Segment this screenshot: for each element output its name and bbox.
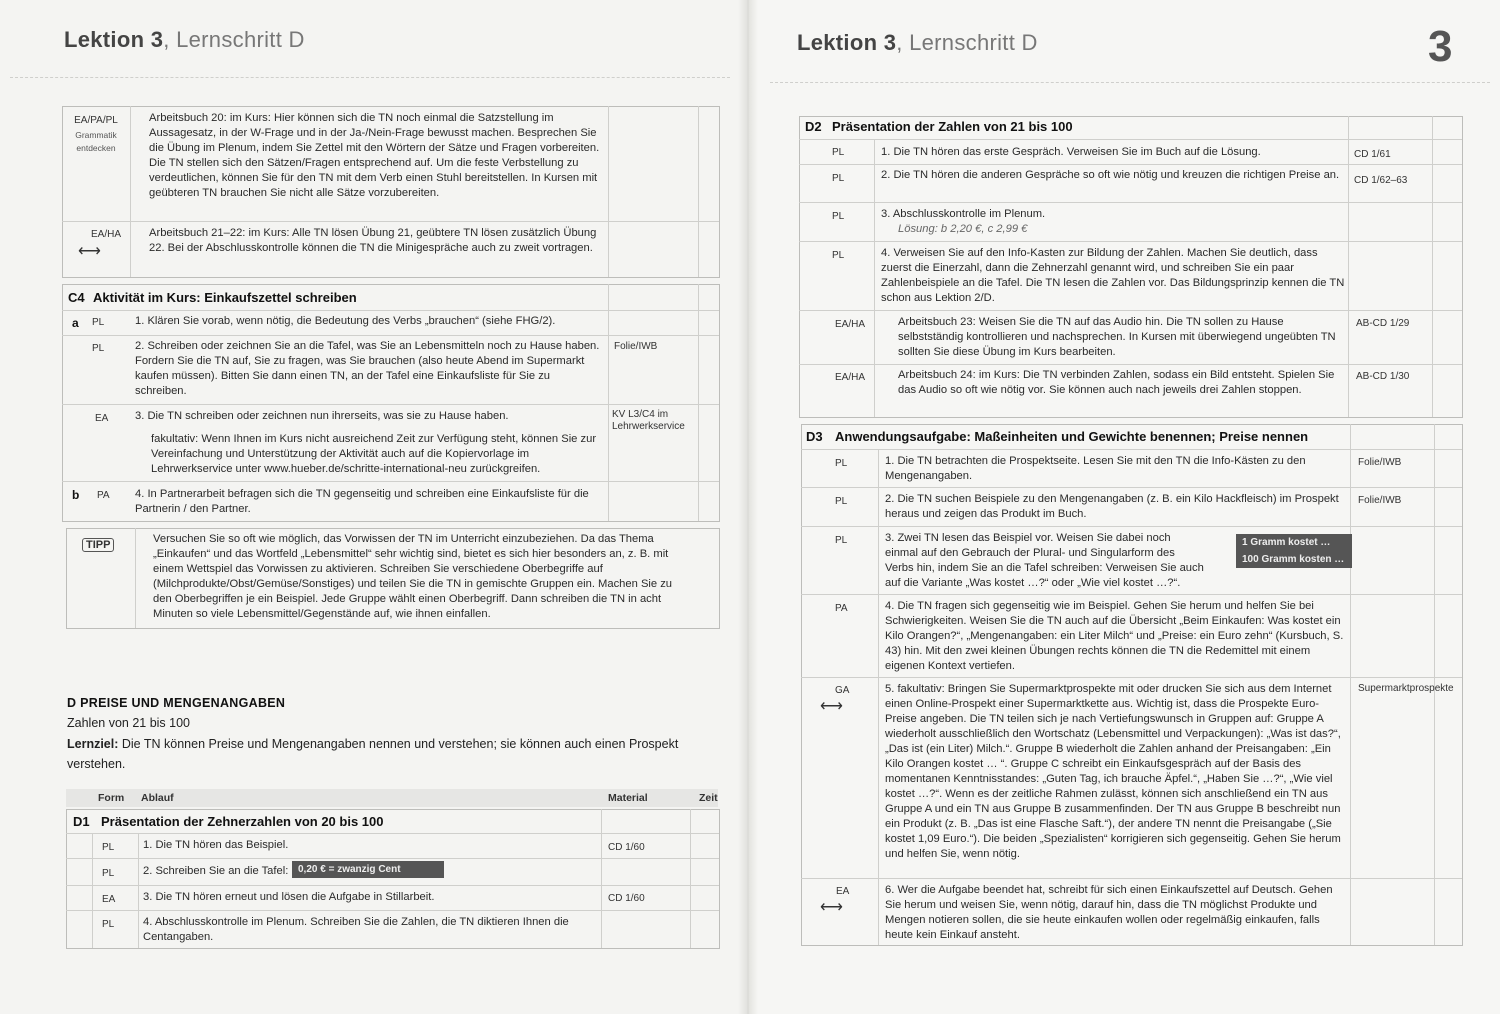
board-example-chip: 1 Gramm kostet … <box>1236 534 1352 551</box>
group-arrow-icon: ⟷ <box>820 698 843 715</box>
form-label: PL <box>835 496 848 507</box>
material-label: Supermarktprospekte <box>1358 683 1454 694</box>
col-flow: Ablauf <box>141 792 174 804</box>
row-text: 5. fakultativ: Bringen Sie Supermarktprospekte mit oder drucken Sie sich aus dem Internet einen Online-Prospekt einer Supermarktkette aus. Wichtig ist, dass die Prospekte Euro-Preise angeben. Die TN teilen sich je nach Vertiefungswunsch in Gruppen auf: Gruppe A wiederholt ausschließlich den Wortschatz (Lebensmittel und Verpackungen): „Was ist das?“, „Das ist (ein Liter) Milch.“. Gruppe B wiederholt die Zahlen anhand der Preisangaben: „Ein Kilo Orangen kostet … “. Gruppe C schreibt ein Einkaufsgespräch auf der Basis des momentanen Kenntnisstandes: „Guten Tag, ich brauche Äpfel.“, „Haben Sie …?“, „Wie viel kostet …?“. Wenn es der zeitliche Rahmen zulässt, können sich anschließend ein TN aus Gruppe A und ein TN aus Gruppe B zusammenfinden. Der TN aus Gruppe B beschreibt nun ein Produkt (z. B. „Das ist eine Flasche Saft.“), der andere TN nennt die Preisangabe („Sie kostet 1,09 Euro.“). Die beiden „Spezialisten“ korrigieren sich gegenseitig. Gehen Sie herum und helfen Sie, wenn nötig. <box>885 683 1341 860</box>
section-title: Anwendungsaufgabe: Maßeinheiten und Gewichte benennen; Preise nennen <box>835 429 1309 444</box>
column-divider <box>92 833 93 948</box>
row-text: Arbeitsbuch 20: im Kurs: Hier können sich die TN noch einmal die Satzstellung im Aussagesatz, in der W-Frage und in der Ja-/Nein-Frage bewusst machen. Besprechen Sie die Übung im Plenum, indem Sie Zettel mit den Wörtern der Sätze und Fragen vorbereiten. Die TN stellen sich den Sätzen/Fragen entsprechend auf. Um die feste Verbstellung zu verdeutlichen, können Sie für den TN mit dem Verb einen Stuhl bereitstellen. In Kursen mit geübteren TN brauchen Sie nicht alle Sätze vorzubereiten. <box>149 112 600 199</box>
form-label: PA <box>835 603 848 614</box>
column-divider <box>608 106 609 277</box>
row-divider <box>801 594 1462 595</box>
material-label: CD 1/61 <box>1354 149 1391 160</box>
optional-note: fakultativ: Wenn Ihnen im Kurs nicht ausreichend Zeit zur Verfügung steht, können Sie zur Vereinfachung und Unterstützung der Aktivität auch auf die Kopiervorlage im Lehrwerkservice unter www.hueber.de/schritte-international-neu zurückgreifen. <box>151 433 597 475</box>
section-heading: D PREISE UND MENGENANGABEN <box>67 696 286 710</box>
form-label: PL <box>92 343 105 354</box>
form-label: PA <box>97 490 110 501</box>
material-label: CD 1/60 <box>608 893 645 904</box>
row-text: 1. Die TN hören das Beispiel. <box>143 839 289 851</box>
step-label: , Lernschritt D <box>896 30 1038 55</box>
board-example-chip: 100 Gramm kosten … <box>1236 551 1352 568</box>
row-text: 3. Abschlusskontrolle im Plenum. <box>881 208 1046 220</box>
material-label: Folie/IWB <box>614 341 658 352</box>
material-label: CD 1/60 <box>608 842 645 853</box>
row-text: 3. Die TN schreiben oder zeichnen nun ihrerseits, was sie zu Hause haben. <box>135 410 509 422</box>
row-divider <box>801 526 1462 527</box>
goal-text: Die TN können Preise und Mengenangaben nennen und verstehen; sie können auch einen Prospekt verstehen. <box>67 737 679 771</box>
material-label: AB-CD 1/29 <box>1356 318 1410 329</box>
form-label: PL <box>102 919 115 930</box>
form-label: EA/PA/PL <box>74 115 118 126</box>
section-id: D3 <box>806 429 823 444</box>
right-page-header <box>797 30 1038 56</box>
header-rule <box>10 77 730 78</box>
row-divider <box>799 241 1462 242</box>
tip-text: Versuchen Sie so oft wie möglich, das Vorwissen der TN im Unterricht einzubeziehen. Da das Thema „Einkaufen“ und das Wortfeld „Lebensmittel“ sehr wichtig sind, bietet es sich hier besonders an, z. B. mit einem Wettspiel das Vorwissen zu aktivieren. Schreiben Sie verschiedene Oberbegriffe auf (Milchprodukte/Obst/Gemüse/Sonstiges) und teilen Sie die TN in gemischte Gruppen ein. Machen Sie zu den Oberbegriffen je ein Beispiel. Jede Gruppe wählt einen Oberbegriff. Dann schreiben die TN in acht Minuten so viele Lebensmittel/Gegenstände auf, wie ihnen einfallen. <box>153 533 673 620</box>
lesson-label: Lektion 3 <box>64 27 164 52</box>
row-divider <box>66 833 719 834</box>
column-divider <box>874 139 875 417</box>
form-label: EA/HA <box>835 319 866 330</box>
row-divider <box>799 364 1462 365</box>
row-text: 1. Die TN hören das erste Gespräch. Verweisen Sie im Buch auf die Lösung. <box>881 146 1261 158</box>
row-text: 3. Die TN hören erneut und lösen die Aufgabe in Stillarbeit. <box>143 891 435 903</box>
row-text: 1. Klären Sie vorab, wenn nötig, die Bedeutung des Verbs „brauchen“ (siehe FHG/2). <box>135 315 556 327</box>
form-label: EA/HA <box>90 229 121 240</box>
section-title: Präsentation der Zehnerzahlen von 20 bis 100 <box>101 814 384 829</box>
book-gutter <box>738 0 758 1014</box>
section-id: C4 <box>68 290 85 305</box>
column-divider <box>878 449 879 945</box>
row-text: Arbeitsbuch 23: Weisen Sie die TN auf das Audio hin. Die TN sollen zu Hause selbstständig kontrollieren und nachsprechen. In Kursen mit überwiegend ungeübten TN sollten Sie diese Übung im Kurs bearbeiten. <box>898 316 1336 358</box>
row-divider <box>62 221 719 222</box>
material-label: Folie/IWB <box>1358 457 1402 468</box>
form-label: GA <box>835 685 850 696</box>
row-divider <box>66 910 719 911</box>
row-text: Arbeitsbuch 24: im Kurs: Die TN verbinden Zahlen, sodass ein Bild entsteht. Spielen Sie das Audio so oft wie nötig vor. Sie können auch nach jeweils drei Zahlen stoppen. <box>898 369 1335 396</box>
section-title: Aktivität im Kurs: Einkaufszettel schreiben <box>93 290 357 305</box>
tip-badge: TIPP <box>82 538 114 552</box>
row-divider <box>799 202 1462 203</box>
step-label: , Lernschritt D <box>163 27 305 52</box>
form-label: EA/HA <box>835 372 866 383</box>
column-divider <box>130 106 131 277</box>
row-divider <box>62 335 719 336</box>
section-id: D2 <box>805 119 822 134</box>
row-divider <box>62 404 719 405</box>
row-text: 2. Die TN hören die anderen Gespräche so oft wie nötig und kreuzen die richtigen Preise an. <box>881 169 1340 181</box>
learning-goal <box>67 734 707 774</box>
column-divider <box>1432 116 1433 417</box>
page-number: 3 <box>1428 22 1453 71</box>
form-sub-label: Grammatik entdecken <box>75 130 117 153</box>
part-label: a <box>72 316 79 330</box>
pair-arrow-icon: ⟷ <box>820 899 843 916</box>
row-text: 2. Schreiben oder zeichnen Sie an die Tafel, was Sie an Lebensmitteln noch zu Hause haben. Fordern Sie die TN auf, Sie zu fragen, was Sie brauchen (also heute Abend im Supermarkt kaufen müssen). Bitten Sie dann einen TN, an der Tafel eine Einkaufsliste für Sie zu schreiben. <box>135 340 600 397</box>
form-label: PL <box>102 868 115 879</box>
form-label: PL <box>832 211 845 222</box>
row-text: 4. Abschlusskontrolle im Plenum. Schreiben Sie die Zahlen, die TN diktieren Ihnen die Centangaben. <box>143 916 569 943</box>
row-text: 2. Die TN suchen Beispiele zu den Mengenangaben (z. B. ein Kilo Hackfleisch) im Prospekt heraus und zeigen das Produkt im Buch. <box>885 493 1339 520</box>
form-label: PL <box>92 317 105 328</box>
form-label: PL <box>835 535 848 546</box>
row-divider <box>799 164 1462 165</box>
column-divider <box>698 106 699 277</box>
goal-label: Lernziel: <box>67 737 119 751</box>
form-label: PL <box>832 147 845 158</box>
material-label: KV L3/C4 im Lehrwerkservice <box>612 409 685 432</box>
row-divider <box>66 885 719 886</box>
row-divider <box>62 481 719 482</box>
lesson-label: Lektion 3 <box>797 30 897 55</box>
row-text: Arbeitsbuch 21–22: im Kurs: Alle TN lösen Übung 21, geübtere TN lösen zusätzlich Übung 22. Bei der Abschlusskontrolle können die TN die Minigespräche auch zu zweit vortragen. <box>149 227 597 254</box>
form-label: EA <box>102 894 116 905</box>
column-divider <box>1348 116 1349 417</box>
board-example-chip: 0,20 € = zwanzig Cent <box>292 861 444 878</box>
row-text-content: 3. Zwei TN lesen das Beispiel vor. Weisen Sie dabei noch einmal auf den Gebrauch der Plural- und Singularform des Verbs hin, indem Sie an die Tafel schreiben: Verweisen Sie auch auf die Variante „Was kostet …?“ oder „Wie viel kostet …?“. <box>885 532 1204 589</box>
column-divider <box>608 284 609 521</box>
column-divider <box>698 284 699 521</box>
row-text: 4. In Partnerarbeit befragen sich die TN gegenseitig und schreiben eine Einkaufsliste für die Partnerin / den Partner. <box>135 488 589 515</box>
form-label: PL <box>102 842 115 853</box>
row-divider <box>801 677 1462 678</box>
column-divider <box>690 809 691 948</box>
col-time: Zeit <box>699 792 718 804</box>
column-divider <box>1350 424 1351 945</box>
row-text: 1. Die TN betrachten die Prospektseite. Lesen Sie mit den TN die Info-Kästen zu den Mengenangaben. <box>885 455 1306 482</box>
section-subtitle: Zahlen von 21 bis 100 <box>67 716 191 730</box>
header-rule <box>770 82 1490 83</box>
pair-arrow-icon: ⟷ <box>78 243 101 260</box>
section-title: Präsentation der Zahlen von 21 bis 100 <box>832 119 1073 134</box>
row-text: 4. Verweisen Sie auf den Info-Kasten zur Bildung der Zahlen. Machen Sie deutlich, dass zuerst die Einerzahl, dann die Zehnerzahl genannt wird, und schreiben Sie ein paar Zahlenbeispiele an die Tafel. Die TN lesen die Zahlen vor. Das Bildungsprinzip kennen die TN schon aus Lektion 2/D. <box>881 247 1345 304</box>
left-page-header <box>64 27 305 53</box>
row-divider <box>66 858 719 859</box>
row-divider <box>801 487 1462 488</box>
row-divider <box>799 139 1462 140</box>
row-text: 4. Die TN fragen sich gegenseitig wie im Beispiel. Gehen Sie herum und helfen Sie bei Schwierigkeiten. Weisen Sie die TN auch auf die Übersicht „Beim Einkaufen: Was kostet ein Kilo Orangen?“, „Mengenangaben: ein Liter Milch“ und „Preise: ein Euro zehn“ (Kursbuch, S. 43) hin. Mit den zwei kleinen Übungen rechts können die TN die Redemittel mit einem eigenen Kontext vertiefen. <box>885 600 1344 672</box>
material-label: Folie/IWB <box>1358 495 1402 506</box>
section-id: D1 <box>73 814 90 829</box>
column-divider <box>135 528 136 628</box>
row-divider <box>801 878 1462 879</box>
column-divider <box>601 809 602 948</box>
form-label: PL <box>835 458 848 469</box>
col-form: Form <box>98 792 125 804</box>
row-text: 6. Wer die Aufgabe beendet hat, schreibt für sich einen Einkaufszettel auf Deutsch. Gehen Sie herum und weisen Sie, wenn nötig, darauf hin, dass die TN möglichst Produkte und Mengen notieren sollen, die sie heute einkaufen wollen oder regelmäßig einkaufen, falls heute kein Einkauf ansteht. <box>885 884 1333 941</box>
form-label: PL <box>832 250 845 261</box>
col-material: Material <box>608 792 648 804</box>
row-divider <box>801 449 1462 450</box>
form-label: EA <box>95 413 109 424</box>
solution-text: Lösung: b 2,20 €, c 2,99 € <box>898 223 1028 235</box>
row-divider <box>799 310 1462 311</box>
form-label: EA <box>836 886 850 897</box>
material-label: CD 1/62–63 <box>1354 175 1408 186</box>
form-label: PL <box>832 173 845 184</box>
part-label: b <box>72 488 80 502</box>
row-text: 2. Schreiben Sie an die Tafel: <box>143 865 289 877</box>
column-divider <box>138 833 139 948</box>
material-label: AB-CD 1/30 <box>1356 371 1410 382</box>
row-divider <box>62 310 719 311</box>
